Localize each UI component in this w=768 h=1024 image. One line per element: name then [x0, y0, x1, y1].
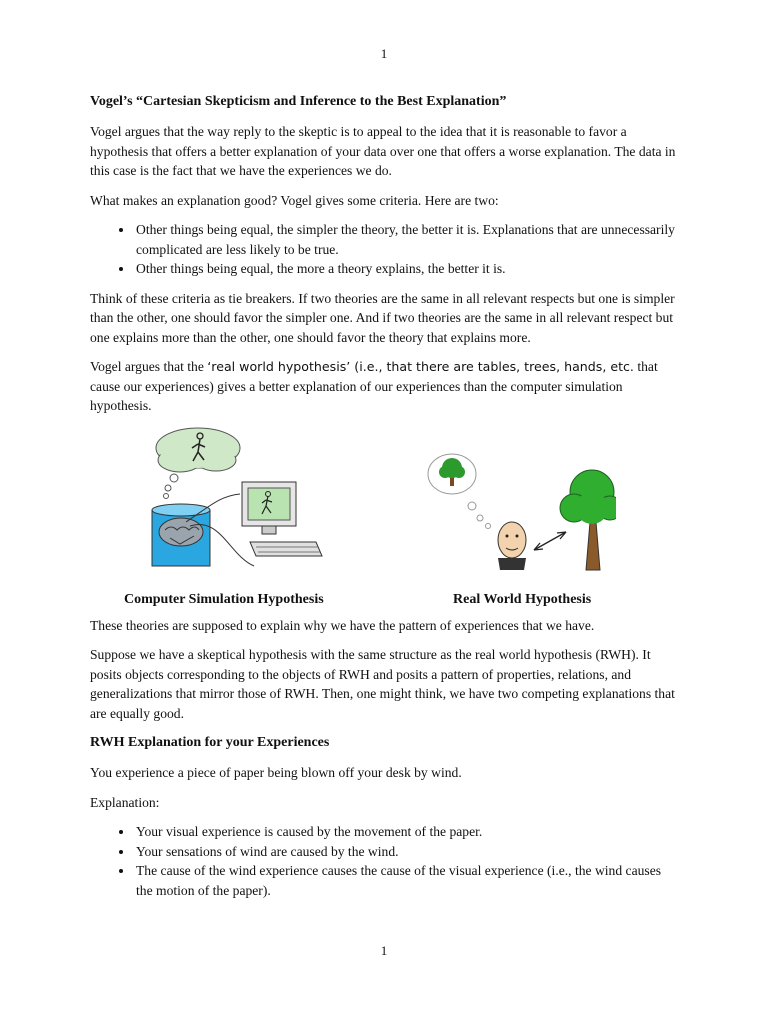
document-body: [90, 92, 680, 910]
list-item: • Your visual experience is caused by the movement of the paper.: [134, 822, 680, 842]
section-heading: RWH Explanation for your Experiences: [90, 735, 330, 750]
list-item: • The cause of the wind experience causes the cause of the visual experience (i.e., the wind causes the motion of the paper).: [134, 861, 680, 900]
page-number-top: 1: [380, 46, 388, 61]
paragraph-rwh-argument-part2: ‘real world hypothesis’ (i.e., that there are tables, trees, hands, etc.: [207, 359, 634, 374]
paragraph-rwh-argument-part3: that cause our experiences) gives a better explanation of our experiences than the computer simulation hypothesis.: [90, 359, 658, 413]
criteria-list: [90, 220, 680, 279]
thought-cloud-icon: [156, 428, 240, 472]
paragraph-criteria-intro: What makes an explanation good? Vogel gives some criteria. Here are two:: [90, 192, 499, 208]
document-title: Vogel’s “Cartesian Skepticism and Inference to the Best Explanation”: [90, 94, 507, 109]
brain-in-vat-icon: [152, 504, 210, 566]
real-world-illustration: [426, 452, 616, 572]
paragraph-rwh-argument-part1: Vogel argues that the: [90, 359, 208, 374]
explanation-list: [90, 822, 680, 900]
figures-row: [90, 426, 680, 616]
keyboard-icon: [250, 542, 322, 556]
computer-simulation-illustration: [150, 426, 330, 578]
paragraph-skeptical-hypothesis: Suppose we have a skeptical hypothesis with the same structure as the real world hypothesis (RWH). It posits objects corresponding to the objects of RWH and posits a pattern of properties, relations, and generalizations that mirror those of RWH. Then, one might think, we have two competing explanations that are equally good.: [90, 647, 675, 721]
caption-computer-simulation: Computer Simulation Hypothesis: [124, 591, 324, 607]
page-number-bottom: 1: [380, 943, 388, 958]
double-arrow-icon: [534, 532, 566, 550]
paragraph-tie-breakers: Think of these criteria as tie breakers. If two theories are the same in all relevant respects but one is simpler than the other, one should favor the simpler one. And if two theories are the same in all relevant respect but one explains more than the other, one should favor the theory that explains more.: [90, 290, 675, 345]
thought-cloud-icon: [428, 454, 476, 494]
list-item: • Other things being equal, the more a theory explains, the better it is.: [134, 259, 680, 279]
paragraph-intro: Vogel argues that the way reply to the skeptic is to appeal to the idea that it is reasonable to favor a hypothesis that offers a better explanation of your data over one that offers a worse explanation. The data in this case is the fact that we have the experiences we do.: [90, 124, 676, 178]
tree-icon: [560, 470, 616, 570]
paragraph-explanation-label: Explanation:: [90, 794, 160, 810]
paragraph-pattern: These theories are supposed to explain why we have the pattern of experiences that we have.: [90, 617, 595, 633]
computer-monitor-icon: [242, 482, 296, 534]
list-item: • Other things being equal, the simpler the theory, the better it is. Explanations that are unnecessarily complicated are less likely to be true.: [134, 220, 680, 259]
person-head-icon: [498, 522, 526, 570]
paragraph-experience: You experience a piece of paper being blown off your desk by wind.: [90, 765, 462, 780]
caption-real-world: Real World Hypothesis: [453, 591, 592, 607]
paragraph-rwh-argument: [90, 357, 680, 416]
list-item: • Your sensations of wind are caused by the wind.: [134, 842, 680, 862]
